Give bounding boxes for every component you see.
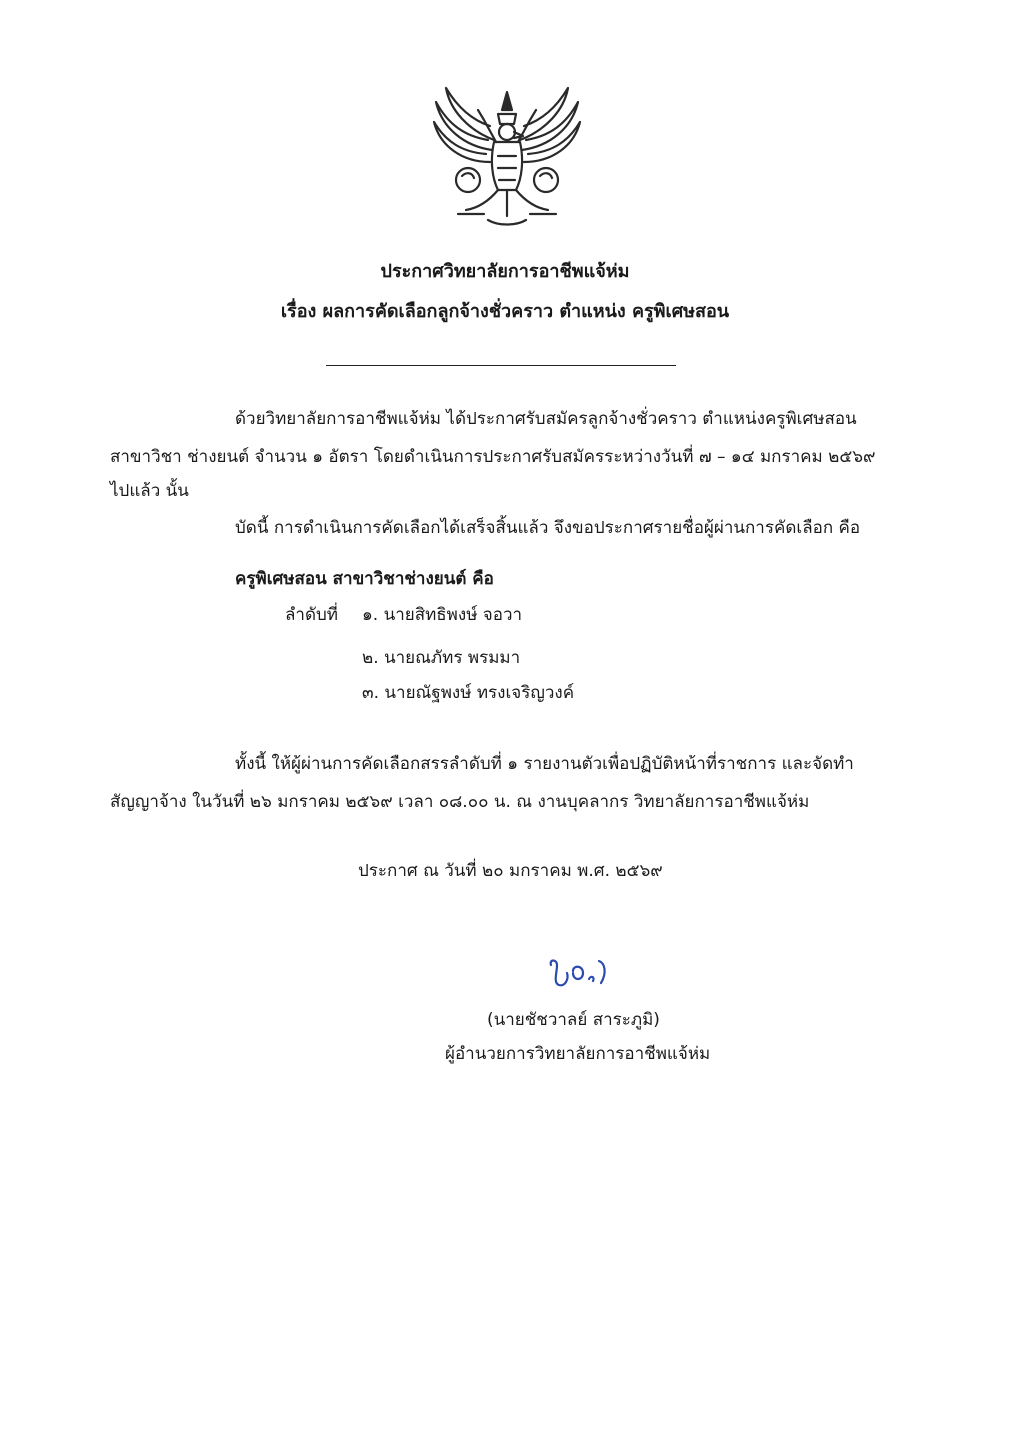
announcement-date: ประกาศ ณ วันที่ ๒๐ มกราคม พ.ศ. ๒๕๖๙	[358, 861, 663, 881]
candidate-1: ๑. นายสิทธิพงษ์ จอวา	[362, 605, 523, 625]
paragraph3-line1: ทั้งนี้ ให้ผู้ผ่านการคัดเลือกสรรลำดับที่ ๑ รายงานตัวเพื่อปฏิบัติหน้าที่ราชการ และจัดทำ	[235, 754, 854, 774]
paragraph1-line3: ไปแล้ว นั้น	[110, 481, 189, 501]
paragraph2: บัดนี้ การดำเนินการคัดเลือกได้เสร็จสิ้นแล้ว จึงขอประกาศรายชื่อผู้ผ่านการคัดเลือก คือ	[235, 518, 861, 538]
paragraph3-line2: สัญญาจ้าง ในวันที่ ๒๖ มกราคม ๒๕๖๙ เวลา ๐๘.๐๐ น. ณ งานบุคลากร วิทยาลัยการอาชีพแจ้ห่ม	[110, 792, 810, 812]
handwritten-signature-icon	[545, 955, 625, 991]
garuda-emblem-icon	[428, 80, 586, 230]
signer-title: ผู้อำนวยการวิทยาลัยการอาชีพแจ้ห่ม	[445, 1044, 711, 1064]
candidate-3: ๓. นายณัฐพงษ์ ทรงเจริญวงค์	[362, 683, 575, 703]
announcement-subject: เรื่อง ผลการคัดเลือกลูกจ้างชั่วคราว ตำแหน่ง ครูพิเศษสอน	[280, 301, 730, 322]
signer-name: (นายชัชวาลย์ สาระภูมิ)	[487, 1010, 660, 1030]
candidate-2: ๒. นายณภัทร พรมมา	[362, 648, 521, 668]
divider-line	[326, 365, 676, 366]
paragraph1-line2: สาขาวิชา ช่างยนต์ จำนวน ๑ อัตรา โดยดำเนินการประกาศรับสมัครระหว่างวันที่ ๗ – ๑๔ มกราคม ๒๕๖๙	[110, 447, 876, 467]
paragraph1-line1: ด้วยวิทยาลัยการอาชีพแจ้ห่ม ได้ประกาศรับสมัครลูกจ้างชั่วคราว ตำแหน่งครูพิเศษสอน	[235, 409, 857, 429]
rank-label: ลำดับที่	[285, 605, 339, 625]
position-heading: ครูพิเศษสอน สาขาวิชาช่างยนต์ คือ	[235, 569, 494, 589]
announcement-title: ประกาศวิทยาลัยการอาชีพแจ้ห่ม	[380, 261, 630, 282]
